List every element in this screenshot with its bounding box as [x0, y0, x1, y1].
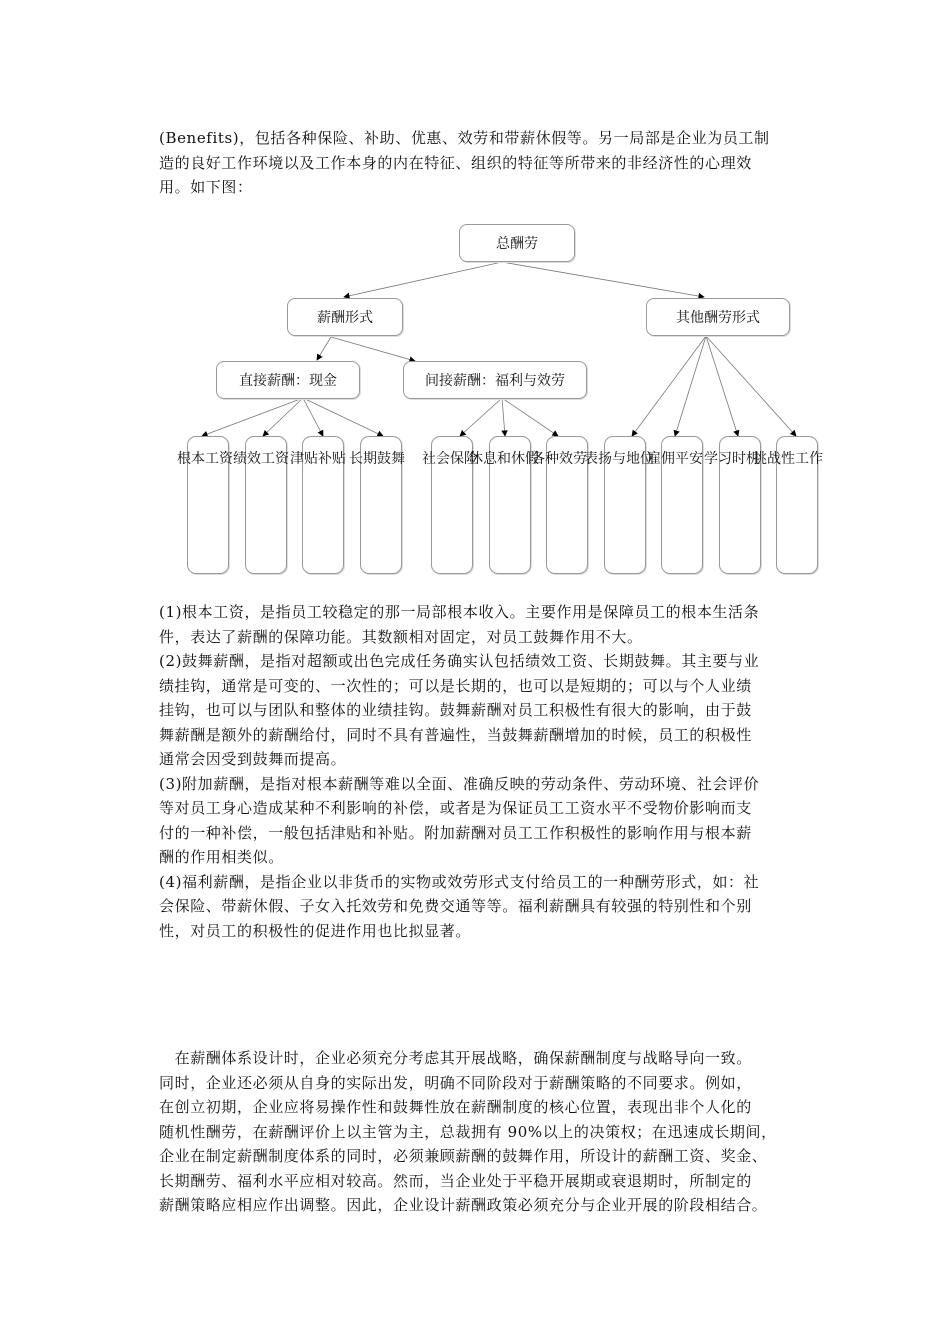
- text-line: 同时，企业还必须从自身的实际出发，明确不同阶段对于薪酬策略的不同要求。例如，: [159, 1073, 752, 1092]
- leaf-label-job-security: 雇佣平安: [647, 451, 703, 467]
- leaf-label-recognition: 表扬与地位: [584, 451, 654, 467]
- intro-line: (Benefits)，包括各种保险、补助、优惠、效劳和带薪休假等。另一局部是企业为员工制: [159, 129, 770, 147]
- connector-line: [675, 336, 706, 436]
- connector-line: [317, 337, 331, 360]
- text-line: (2)鼓舞薪酬，是指对超额或出色完成任务确实认包括绩效工资、长期鼓舞。其主要与业: [159, 652, 760, 670]
- node-label: 薪酬形式: [317, 310, 373, 326]
- leaf-label-performance-pay: 绩效工资: [233, 451, 289, 467]
- leaf-label-learning: 学习时机: [704, 451, 760, 467]
- text-line: 在薪酬体系设计时，企业必须充分考虑其开展战略，确保薪酬制度与战略导向一致。: [159, 1049, 752, 1067]
- leaf-label-base-salary: 根本工资: [177, 451, 233, 467]
- intro-line: 用。如下图：: [159, 178, 253, 196]
- node-indirect-pay: [403, 361, 587, 399]
- text-line: 随机性酬劳，在薪酬评价上以主管为主，总裁拥有 90%以上的决策权；在迅速成长期间，: [159, 1122, 777, 1141]
- connector-line: [706, 336, 738, 436]
- intro-line: 造的良好工作环境以及工作本身的内在特征、组织的特征等所带来的非经济性的心理效: [159, 153, 752, 172]
- text-line: 薪酬策略应相应作出调整。因此，企业设计薪酬政策必须充分与企业开展的阶段相结合。: [159, 1196, 768, 1214]
- connector-line: [502, 262, 704, 297]
- connector-line: [502, 398, 505, 436]
- text-line: (4)福利薪酬，是指企业以非货币的实物或效劳形式支付给员工的一种酬劳形式，如：社: [159, 872, 760, 891]
- text-line: (1)根本工资，是指员工较稳定的那一局部根本收入。主要作用是保障员工的根本生活条: [159, 603, 760, 621]
- connector-line: [303, 398, 323, 436]
- text-line: 企业在制定薪酬制度体系的同时，必须兼顾薪酬的鼓舞作用，所设计的薪酬工资、奖金、: [159, 1147, 768, 1165]
- node-label: 间接薪酬：福利与效劳: [425, 373, 565, 389]
- definitions-paragraph: [159, 600, 811, 943]
- text-line: (3)附加薪酬，是指对根本薪酬等难以全面、准确反映的劳动条件、劳动环境、社会评价: [159, 774, 760, 793]
- text-line: 付的一种补偿，一般包括津贴和补贴。附加薪酬对员工工作积极性的影响作用与根本薪: [159, 823, 752, 842]
- text-line: 件，表达了薪酬的保障功能。其数额相对固定，对员工鼓舞作用不大。: [159, 627, 643, 646]
- connector-line: [632, 336, 706, 436]
- connector-line: [263, 398, 303, 436]
- connector-line: [460, 398, 502, 436]
- leaf-label-rest-leave: 休息和休假: [469, 451, 539, 467]
- text-line: 舞薪酬是额外的薪酬给付，同时不具有普遍性，当鼓舞薪酬增加的时候，员工的积极性: [159, 725, 752, 744]
- text-line: 通常会因受到鼓舞而提高。: [159, 750, 347, 768]
- text-line: 等对员工身心造成某种不利影响的补偿，或者是为保证员工工资水平不受物价影响而支: [159, 799, 752, 817]
- text-line: 在创立初期，企业应将易操作性和鼓舞性放在薪酬制度的核心位置，表现出非个人化的: [159, 1098, 752, 1116]
- leaf-label-challenging-work: 挑战性工作: [753, 451, 823, 467]
- text-line: 酬的作用相类似。: [159, 848, 284, 866]
- text-line: 绩挂钩，通常是可变的、一次性的；可以是长期的，也可以是短期的；可以与个人业绩: [159, 676, 752, 695]
- strategy-paragraph: [159, 1046, 811, 1218]
- node-total-compensation: [459, 224, 575, 262]
- connector-line: [331, 337, 415, 361]
- node-label: 其他酬劳形式: [676, 310, 760, 326]
- connector-line: [502, 398, 558, 436]
- text-line: 会保险、带薪休假、子女入托效劳和免费交通等等。福利薪酬具有较强的特别性和个别: [159, 897, 752, 915]
- node-label: 直接薪酬：现金: [239, 373, 337, 389]
- node-compensation-form: [287, 298, 403, 336]
- text-line: 挂钩，也可以与团队和整体的业绩挂钩。鼓舞薪酬对员工积极性有很大的影响，由于鼓: [159, 701, 752, 719]
- connector-line: [303, 398, 383, 436]
- leaf-label-long-term-incentive: 长期鼓舞: [349, 451, 405, 467]
- text-line: 长期酬劳、福利水平应相对较高。然而，当企业处于平稳开展期或衰退期时，所制定的: [159, 1171, 752, 1190]
- connector-line: [706, 336, 796, 436]
- connector-line: [202, 398, 303, 436]
- leaf-label-allowance: 津贴补贴: [290, 451, 346, 467]
- node-label: 总酬劳: [496, 236, 538, 252]
- connector-line: [344, 262, 502, 297]
- text-line: 性，对员工的积极性的促进作用也比拟显著。: [159, 921, 472, 940]
- node-other-rewards: [646, 298, 790, 336]
- node-direct-pay: [216, 361, 360, 399]
- leaf-label-services: 各种效劳: [531, 451, 587, 467]
- leaf-label-social-insurance: 社会保险: [422, 451, 478, 467]
